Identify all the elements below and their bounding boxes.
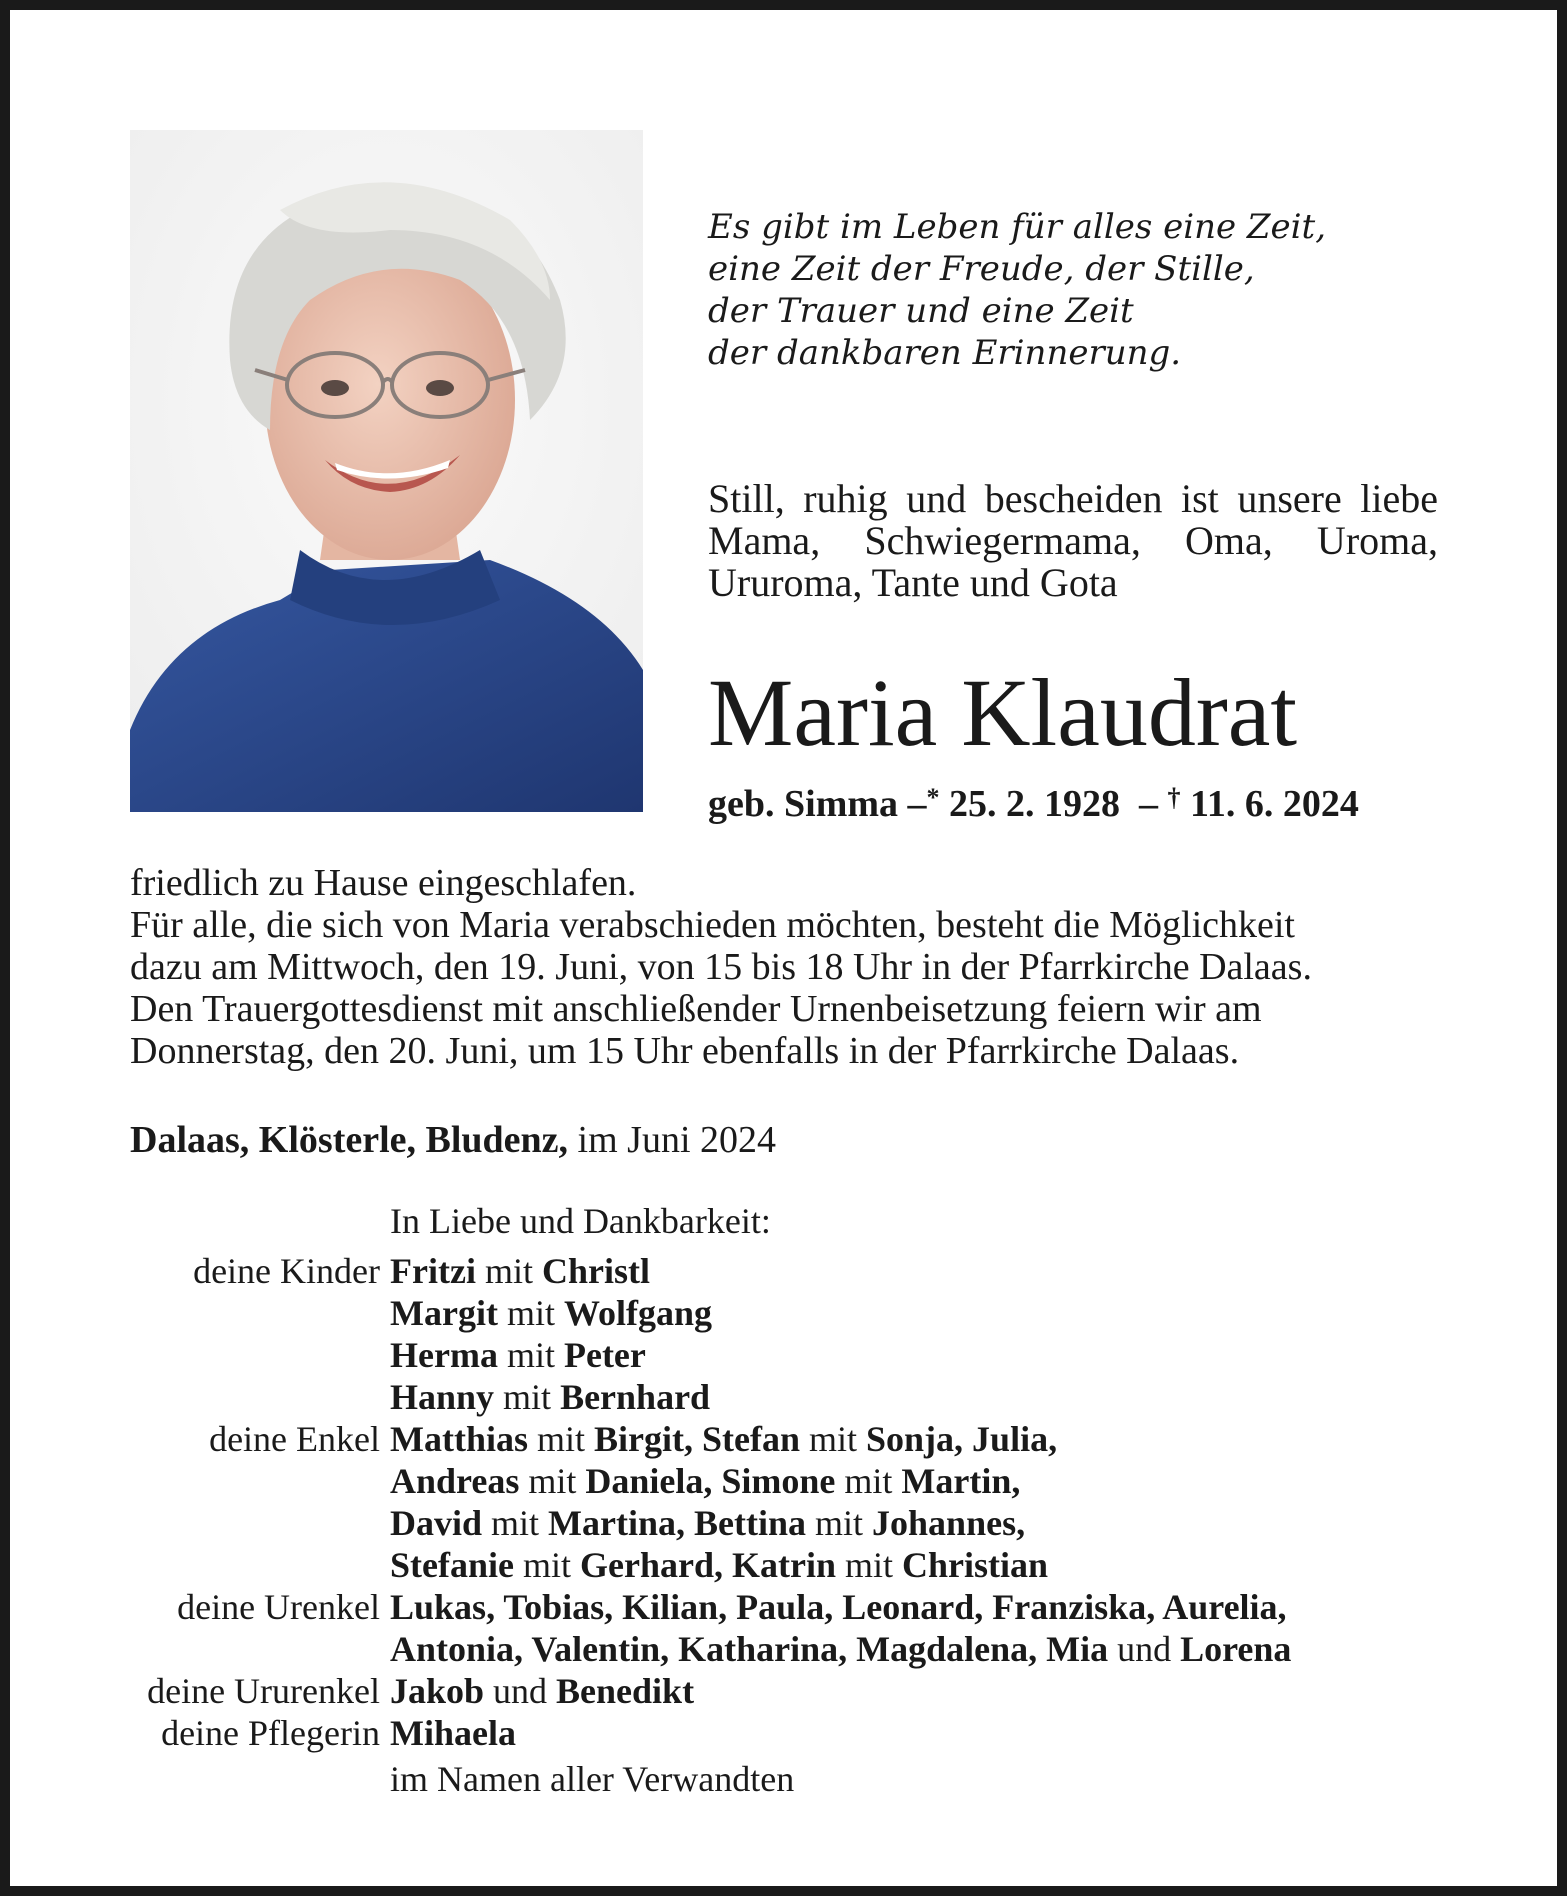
birth-date: 25. 2. 1928: [949, 783, 1120, 825]
body-line: Für alle, die sich von Maria verabschieden möchten, besteht die Möglichkeit: [130, 904, 1295, 946]
group-ururenkel: [60, 1670, 1520, 1712]
death-symbol: †: [1167, 783, 1181, 812]
group-label: deine Enkel: [209, 1419, 380, 1459]
portrait-photo: [130, 130, 643, 812]
mourner-line: Fritzi mit Christl: [390, 1251, 650, 1291]
mourner-line: Hanny mit Bernhard: [390, 1377, 711, 1417]
mourner-line: Matthias mit Birgit, Stefan mit Sonja, Julia,: [390, 1419, 1058, 1459]
mourner-line: David mit Martina, Bettina mit Johannes,: [390, 1503, 1026, 1543]
group-label: deine Ururenkel: [147, 1671, 380, 1711]
body-line: Donnerstag, den 20. Juni, um 15 Uhr ebenfalls in der Pfarrkirche Dalaas.: [130, 1030, 1240, 1072]
birth-symbol: *: [926, 783, 940, 812]
place-and-date: [130, 1118, 776, 1162]
birth-name: geb. Simma: [708, 783, 898, 825]
mourner-line: Lukas, Tobias, Kilian, Paula, Leonard, Franziska, Aurelia,: [390, 1587, 1287, 1627]
deceased-name: Maria Klaudrat: [708, 659, 1298, 766]
group-pflegerin: [60, 1712, 1520, 1754]
locations: Dalaas, Klösterle, Bludenz,: [130, 1119, 569, 1161]
thanks-line: In Liebe und Dankbarkeit:: [390, 1201, 771, 1241]
group-kinder: [60, 1250, 1520, 1418]
poem-line: Es gibt im Leben für alles eine Zeit,: [708, 207, 1327, 247]
death-date: 11. 6. 2024: [1190, 783, 1359, 825]
poem-line: der Trauer und eine Zeit: [708, 291, 1134, 331]
group-label: deine Pflegerin: [161, 1713, 380, 1753]
poem-verse: [708, 206, 1468, 374]
body-line: Den Trauergottesdienst mit anschließender Urnenbeisetzung feiern wir am: [130, 988, 1262, 1030]
life-dates: [708, 782, 1359, 830]
dash: –: [907, 783, 927, 825]
mourner-line: Andreas mit Daniela, Simone mit Martin,: [390, 1461, 1021, 1501]
date-text: im Juni 2024: [577, 1119, 777, 1161]
group-urenkel: [60, 1586, 1520, 1670]
intro-text: Still, ruhig und bescheiden ist unsere liebe Mama, Schwiegermama, Oma, Uroma, Ururoma, Tante und Gota: [708, 476, 1438, 605]
mourner-line: Herma mit Peter: [390, 1335, 646, 1375]
group-label: deine Kinder: [193, 1251, 380, 1291]
mourners-list: [60, 1250, 1520, 1754]
group-label: deine Urenkel: [177, 1587, 380, 1627]
body-line: friedlich zu Hause eingeschlafen.: [130, 862, 637, 904]
poem-line: eine Zeit der Freude, der Stille,: [708, 249, 1255, 289]
body-line: dazu am Mittwoch, den 19. Juni, von 15 bis 18 Uhr in der Pfarrkirche Dalaas.: [130, 946, 1312, 988]
poem-line: der dankbaren Erinnerung.: [708, 333, 1182, 373]
closing-line: im Namen aller Verwandten: [390, 1759, 795, 1799]
dash: –: [1139, 783, 1158, 825]
mourner-line: Stefanie mit Gerhard, Katrin mit Christian: [390, 1545, 1049, 1585]
announcement-body: [130, 862, 1460, 1072]
group-enkel: [60, 1418, 1520, 1586]
mourner-line: Antonia, Valentin, Katharina, Magdalena, Mia und Lorena: [390, 1629, 1292, 1669]
mourner-line: Mihaela: [390, 1713, 516, 1753]
mourner-line: Margit mit Wolfgang: [390, 1293, 712, 1333]
mourner-line: Jakob und Benedikt: [390, 1671, 695, 1711]
